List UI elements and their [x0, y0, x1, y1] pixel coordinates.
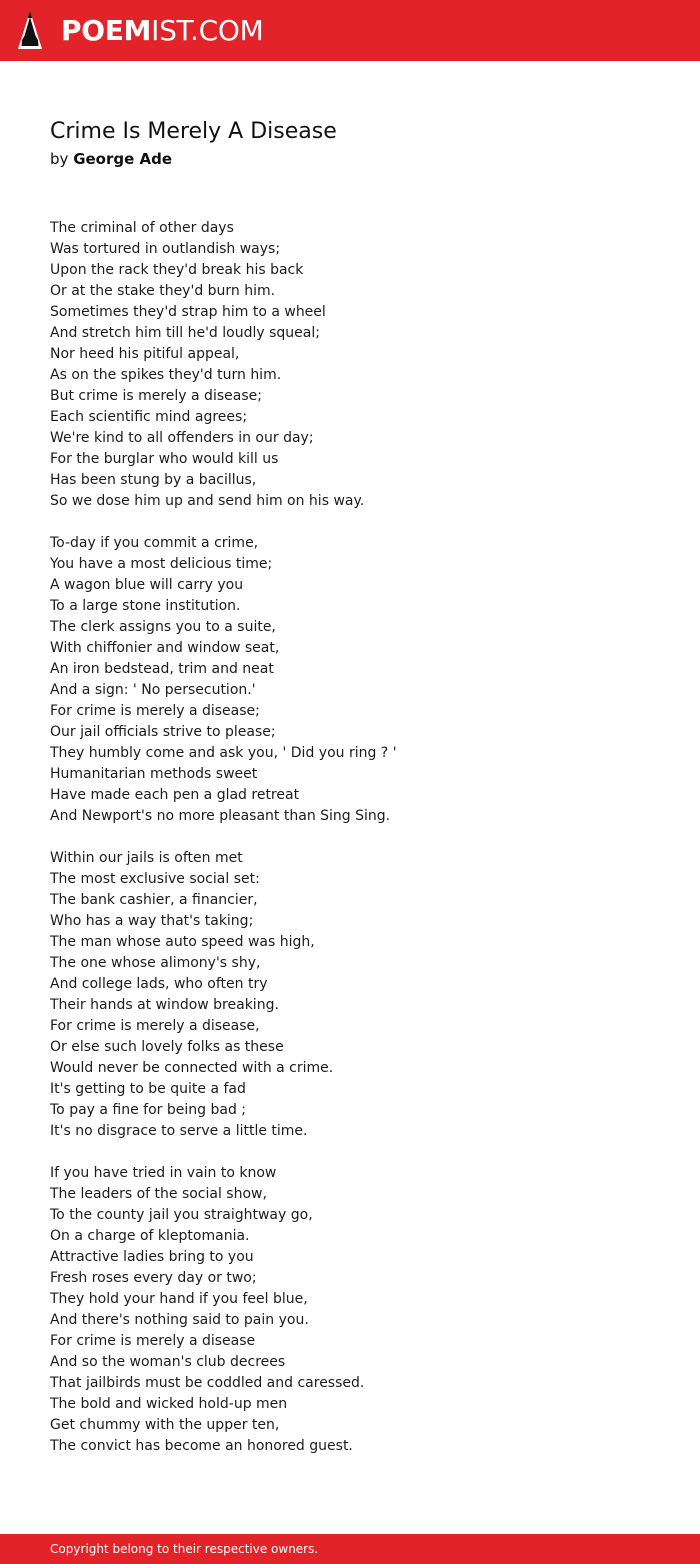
poem-line: Fresh roses every day or two;	[50, 1270, 257, 1286]
poem-line: That jailbirds must be coddled and caressed.	[50, 1375, 365, 1391]
poem-line: The leaders of the social show,	[50, 1186, 267, 1202]
poem-line: To pay a fine for being bad ;	[50, 1102, 246, 1118]
poem-line: To a large stone institution.	[50, 598, 241, 614]
poem-line: Has been stung by a bacillus,	[50, 472, 257, 488]
poem-stanza	[50, 848, 670, 1142]
pencil-logo-icon	[17, 10, 43, 51]
poem-line: Our jail officials strive to please;	[50, 724, 276, 740]
poem-line: The man whose auto speed was high,	[50, 934, 315, 950]
poem-line: On a charge of kleptomania.	[50, 1228, 250, 1244]
poem-line: The criminal of other days	[50, 220, 234, 236]
poem-line: And college lads, who often try	[50, 976, 268, 992]
poem-line: So we dose him up and send him on his way.	[50, 493, 365, 509]
footer-bar	[0, 1534, 700, 1564]
poem-line: Attractive ladies bring to you	[50, 1249, 254, 1265]
poem-line: For crime is merely a disease	[50, 1333, 256, 1349]
poem-line: The bank cashier, a financier,	[50, 892, 258, 908]
poem-line: Would never be connected with a crime.	[50, 1060, 334, 1076]
poem-line: An iron bedstead, trim and neat	[50, 661, 274, 677]
poem-line: We're kind to all offenders in our day;	[50, 430, 314, 446]
brand-light-text: IST.COM	[151, 14, 264, 47]
poem-line: To the county jail you straightway go,	[50, 1207, 313, 1223]
poem-line: As on the spikes they'd turn him.	[50, 367, 282, 383]
poem-line: The bold and wicked hold-up men	[50, 1396, 288, 1412]
poem-line: Their hands at window breaking.	[50, 997, 279, 1013]
poem-line: Sometimes they'd strap him to a wheel	[50, 304, 326, 320]
poem-line: And there's nothing said to pain you.	[50, 1312, 309, 1328]
poem-line: With chiffonier and window seat,	[50, 640, 280, 656]
poem-byline	[50, 152, 670, 166]
poem-line: The one whose alimony's shy,	[50, 955, 261, 971]
poem-line: To-day if you commit a crime,	[50, 535, 259, 551]
poem-line: It's no disgrace to serve a little time.	[50, 1123, 308, 1139]
poem-line: And so the woman's club decrees	[50, 1354, 286, 1370]
poem-line: For crime is merely a disease;	[50, 703, 260, 719]
poem-line: The convict has become an honored guest.	[50, 1438, 353, 1454]
poem-line: The most exclusive social set:	[50, 871, 260, 887]
poem-line: They humbly come and ask you, ' Did you ring ? '	[50, 745, 397, 761]
site-brand	[61, 10, 264, 51]
copyright-text: Copyright belong to their respective owners.	[50, 1542, 319, 1556]
site-logo-link[interactable]	[17, 10, 264, 51]
poem-line: And stretch him till he'd loudly squeal;	[50, 325, 320, 341]
poem-line: For the burglar who would kill us	[50, 451, 279, 467]
poem-line: A wagon blue will carry you	[50, 577, 244, 593]
poem-title: Crime Is Merely A Disease	[50, 119, 337, 144]
poem-line: Nor heed his pitiful appeal,	[50, 346, 240, 362]
poem-stanza	[50, 1163, 670, 1457]
by-label: by	[50, 150, 69, 168]
poem-line: Upon the rack they'd break his back	[50, 262, 304, 278]
poem-line: For crime is merely a disease,	[50, 1018, 260, 1034]
poem-line: They hold your hand if you feel blue,	[50, 1291, 308, 1307]
poem-body	[50, 218, 670, 1478]
poem-author: George Ade	[73, 150, 173, 168]
poem-line: And Newport's no more pleasant than Sing Sing.	[50, 808, 391, 824]
poem-line: It's getting to be quite a fad	[50, 1081, 246, 1097]
poem-line: The clerk assigns you to a suite,	[50, 619, 276, 635]
poem-line: Humanitarian methods sweet	[50, 766, 258, 782]
top-bar	[0, 0, 700, 61]
poem-line: Who has a way that's taking;	[50, 913, 254, 929]
poem-line: And a sign: ' No persecution.'	[50, 682, 256, 698]
poem-line: Have made each pen a glad retreat	[50, 787, 300, 803]
brand-strong-text: POEM	[61, 14, 152, 47]
poem-line: Was tortured in outlandish ways;	[50, 241, 281, 257]
poem-line: Each scientific mind agrees;	[50, 409, 248, 425]
poem-line: But crime is merely a disease;	[50, 388, 262, 404]
poem-stanza	[50, 533, 670, 827]
poem-line: You have a most delicious time;	[50, 556, 273, 572]
poem-header	[50, 112, 670, 166]
poem-line: Or at the stake they'd burn him.	[50, 283, 276, 299]
poem-line: Get chummy with the upper ten,	[50, 1417, 280, 1433]
poem-line: Within our jails is often met	[50, 850, 243, 866]
poem-line: If you have tried in vain to know	[50, 1165, 277, 1181]
poem-line: Or else such lovely folks as these	[50, 1039, 284, 1055]
poem-stanza	[50, 218, 670, 512]
